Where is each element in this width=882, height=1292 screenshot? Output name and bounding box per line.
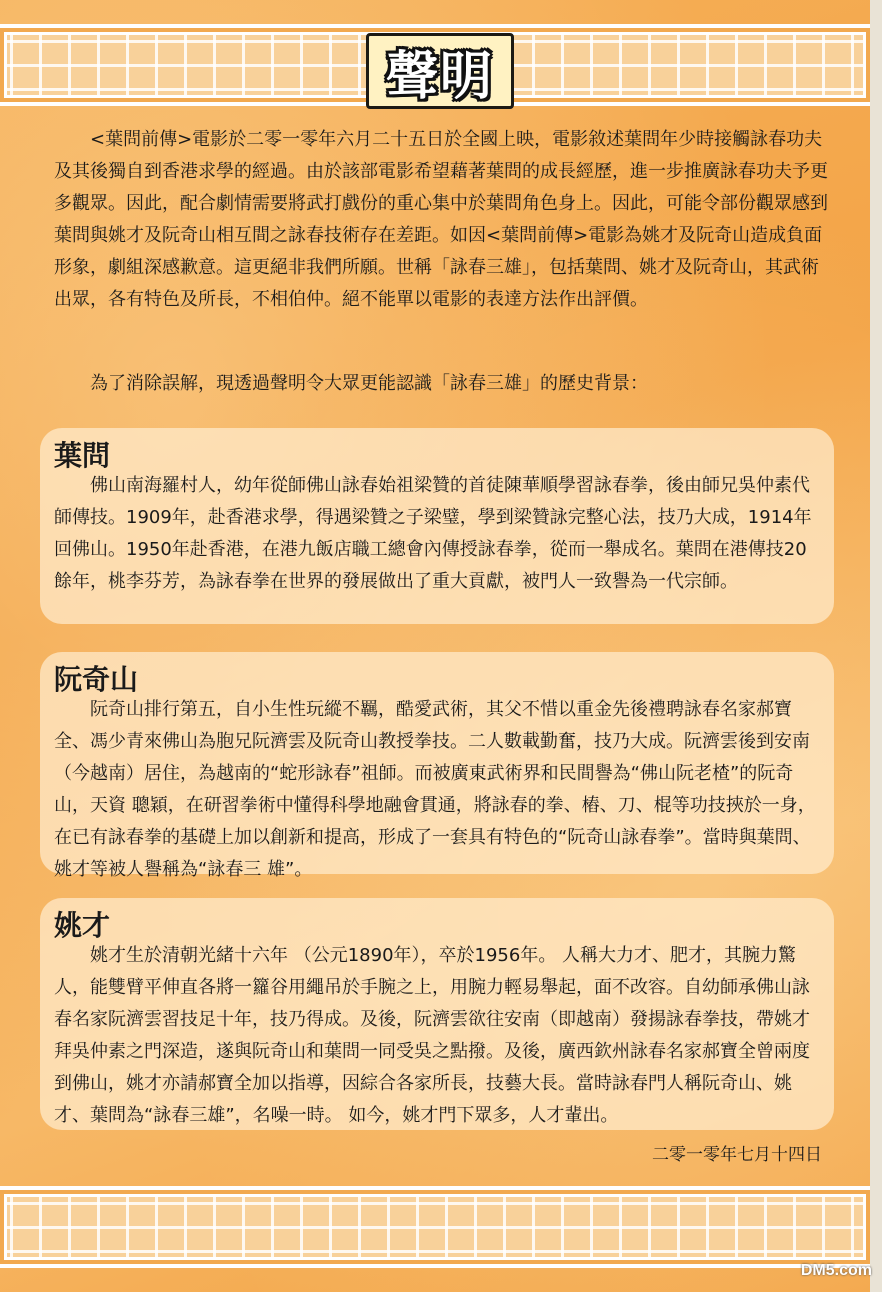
page-title: 聲明 [385,46,494,107]
bottom-meander-border [0,1186,870,1268]
section-panel-ip-man [40,428,834,624]
statement-date: 二零一零年七月十四日 [652,1145,822,1165]
section-title: 葉問 [54,439,111,472]
section-title: 阮奇山 [54,663,139,696]
page-edge [870,0,882,1292]
section-panel-yiu-choi [40,898,834,1130]
section-body: 佛山南海羅村人，幼年從師佛山詠春始祖梁贊的首徒陳華順學習詠春拳，後由師兄吳仲素代師傳技。1909年，赴香港求學，得遇梁贊之子梁璧，學到梁贊詠完整心法，技乃大成，1914年回佛山。1950年赴香港，在港九飯店職工總會內傳授詠春拳，從而一舉成名。葉問在港傳技20餘年，桃李芬芳，為詠春拳在世界的發展做出了重大貢獻，被門人一致譽為一代宗師。 [54,475,812,592]
title-plaque [366,33,514,109]
site-watermark: DM5.com [800,1262,872,1279]
intro-paragraph: <葉問前傳>電影於二零一零年六月二十五日於全國上映，電影敘述葉問年少時接觸詠春功夫及其後獨自到香港求學的經過。由於該部電影希望藉著葉問的成長經歷，進一步推廣詠春功夫予更多觀眾。因此，配合劇情需要將武打戲份的重心集中於葉問角色身上。因此，可能令部份觀眾感到葉問與姚才及阮奇山相互間之詠春技術存在差距。如因<葉問前傳>電影為姚才及阮奇山造成負面形象，劇組深感歉意。這更絕非我們所願。世稱「詠春三雄」，包括葉問、姚才及阮奇山，其武術出眾，各有特色及所長，不相伯仲。絕不能單以電影的表達方法作出評價。 [54,129,828,310]
section-title: 姚才 [54,909,111,942]
section-body: 姚才生於清朝光緒十六年 （公元1890年），卒於1956年。 人稱大力才、肥才，其腕力驚人，能雙臂平伸直各將一籮谷用繩吊於手腕之上，用腕力輕易舉起，面不改容。自幼師承佛山詠春名家阮濟雲習技足十年，技乃得成。及後，阮濟雲欲往安南（即越南）發揚詠春拳技，帶姚才拜吳仲素之門深造，遂與阮奇山和葉問一同受吳之點撥。及後，廣西欽州詠春名家郝寶全曾兩度到佛山，姚才亦請郝寶全加以指導，因綜合各家所長，技藝大長。當時詠春門人稱阮奇山、姚才、葉問為“詠春三雄”，名噪一時。 如今，姚才門下眾多，人才輩出。 [54,945,810,1126]
section-body: 阮奇山排行第五，自小生性玩縱不羈，酷愛武術，其父不惜以重金先後禮聘詠春名家郝寶全、馮少青來佛山為胞兄阮濟雲及阮奇山教授拳技。二人數載勤奮，技乃大成。阮濟雲後到安南（今越南）居住，為越南的“蛇形詠春”祖師。而被廣東武術界和民間譽為“佛山阮老楂”的阮奇山，天資 聰穎，在研習拳術中懂得科學地融會貫通，將詠春的拳、樁、刀、棍等功技挾於一身，在已有詠春拳的基礎上加以創新和提高，形成了一套具有特色的“阮奇山詠春拳”。當時與葉問、姚才等被人譽稱為“詠春三 雄”。 [54,699,816,880]
intro-lead-paragraph: 為了消除誤解，現透過聲明令大眾更能認識「詠春三雄」的歷史背景： [90,373,648,394]
section-panel-yuen-kay-san [40,652,834,880]
